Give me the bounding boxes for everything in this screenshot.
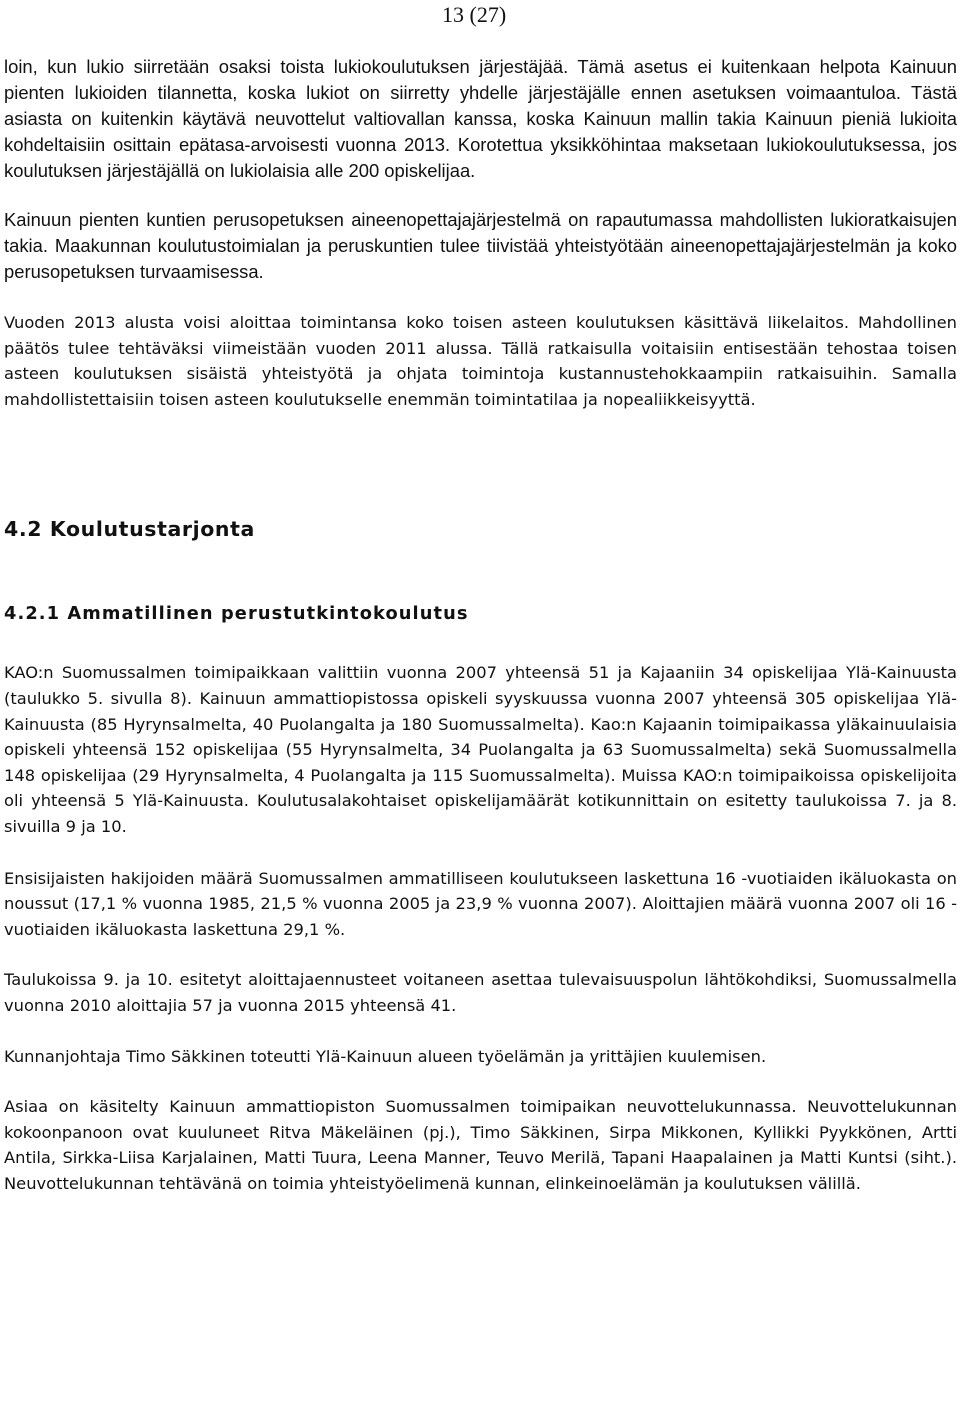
paragraph-aineenopettajajarjestelma: Kainuun pienten kuntien perusopetuksen aineenopettajajärjestelmä on rapautumassa mahdollisten lukioratkaisujen takia. Maakunnan koulutustoimialan ja peruskuntien tulee tiivistää yhteistyötään aineenopettajajärjestelmän ja koko perusopetuksen turvaamisessa. [4,209,957,282]
paragraph-aloittajaennusteet: Taulukoissa 9. ja 10. esitetyt aloittajaennusteet voitaneen asettaa tulevaisuuspolun lähtökohdiksi, Suomussalmella vuonna 2010 aloittajia 57 ja vuonna 2015 yhteensä 41. [4,970,957,1015]
paragraph-opiskelijamaarat: KAO:n Suomussalmen toimipaikkaan valittiin vuonna 2007 yhteensä 51 ja Kajaaniin 34 opiskelijaa Ylä-Kainuusta (taulukko 5. sivulla 8). Kainuun ammattiopistossa opiskeli syyskuussa vuonna 2007 yhteensä 305 opiskelijaa Ylä-Kainuusta (85 Hyrynsalmelta, 40 Puolangalta ja 180 Suomussalmelta). Kao:n Kajaanin toimipaikassa yläkainuulaisia opiskeli yhteensä 152 opiskelijaa (55 Hyrynsalmelta, 34 Puolangalta ja 63 Suomussalmelta) sekä Suomussalmella 148 opiskelijaa (29 Hyrynsalmelta, 4 Puolangalta ja 115 Suomussalmelta). Muissa KAO:n toimipaikoissa opiskelijoita oli yhteensä 5 Ylä-Kainuusta. Koulutusalakohtaiset opiskelijamäärät kotikunnittain on esitetty taulukoissa 7. ja 8. sivuilla 9 ja 10. [4,663,957,836]
subsection-heading: 4.2.1 Ammatillinen perustutkintokoulutus [4,603,469,625]
paragraph-neuvottelukunta: Asiaa on käsitelty Kainuun ammattiopiston Suomussalmen toimipaikan neuvottelukunnassa. Neuvottelukunnan kokoonpanoon ovat kuuluneet Ritva Mäkeläinen (pj.), Timo Säkkinen, Sirpa Mikkonen, Kyllikki Pyykkönen, Artti Antila, Sirkka-Liisa Karjalainen, Matti Tuura, Leena Manner, Teuvo Merilä, Tapani Haapalainen ja Matti Kuntsi (siht.). Neuvottelukunnan tehtävänä on toimia yhteistyöelimenä kunnan, elinkeinoelämän ja koulutuksen välillä. [4,1097,957,1193]
section-heading: 4.2 Koulutustarjonta [4,517,255,542]
page-number: 13 (27) [442,2,507,27]
paragraph-liikelaitos: Vuoden 2013 alusta voisi aloittaa toimintansa koko toisen asteen koulutuksen käsittävä liikelaitos. Mahdollinen päätös tulee tehtäväksi viimeistään vuoden 2011 alussa. Tällä ratkaisulla voitaisiin entisestään tehostaa toisen asteen koulutuksen sisäistä yhteistyötä ja ohjata toimintoja kustannustehokkaampiin ratkaisuihin. Samalla mahdollistettaisiin toisen asteen koulutukselle enemmän toimintatilaa ja nopealiikkeisyyttä. [4,313,957,409]
paragraph-hakijamaara: Ensisijaisten hakijoiden määrä Suomussalmen ammatilliseen koulutukseen laskettuna 16 -vuotiaiden ikäluokasta on noussut (17,1 % vuonna 1985, 21,5 % vuonna 2005 ja 23,9 % vuonna 2007). Aloittajien määrä vuonna 2007 oli 16 -vuotiaiden ikäluokasta laskettuna 29,1 %. [4,868,957,939]
document-body [4,54,957,1196]
paragraph-lukio-asetus: loin, kun lukio siirretään osaksi toista lukiokoulutuksen järjestäjää. Tämä asetus ei kuitenkaan helpota Kainuun pienten lukioiden tilannetta, koska lukiot on siirretty yhdelle järjestäjälle ennen asetuksen voimaantuloa. Tästä asiasta on kuitenkin käytävä neuvottelut valtiovallan kanssa, koska Kainuun mallin takia Kainuun pieniä lukioita kohdeltaisiin osittain epätasa-arvoisesti vuonna 2013. Korotettua yksikköhintaa maksetaan lukiokoulutuksessa, jos koulutuksen järjestäjällä on lukiolaisia alle 200 opiskelijaa. [4,56,957,181]
paragraph-kuuleminen: Kunnanjohtaja Timo Säkkinen toteutti Ylä-Kainuun alueen työelämän ja yrittäjien kuulemisen. [4,1046,767,1066]
